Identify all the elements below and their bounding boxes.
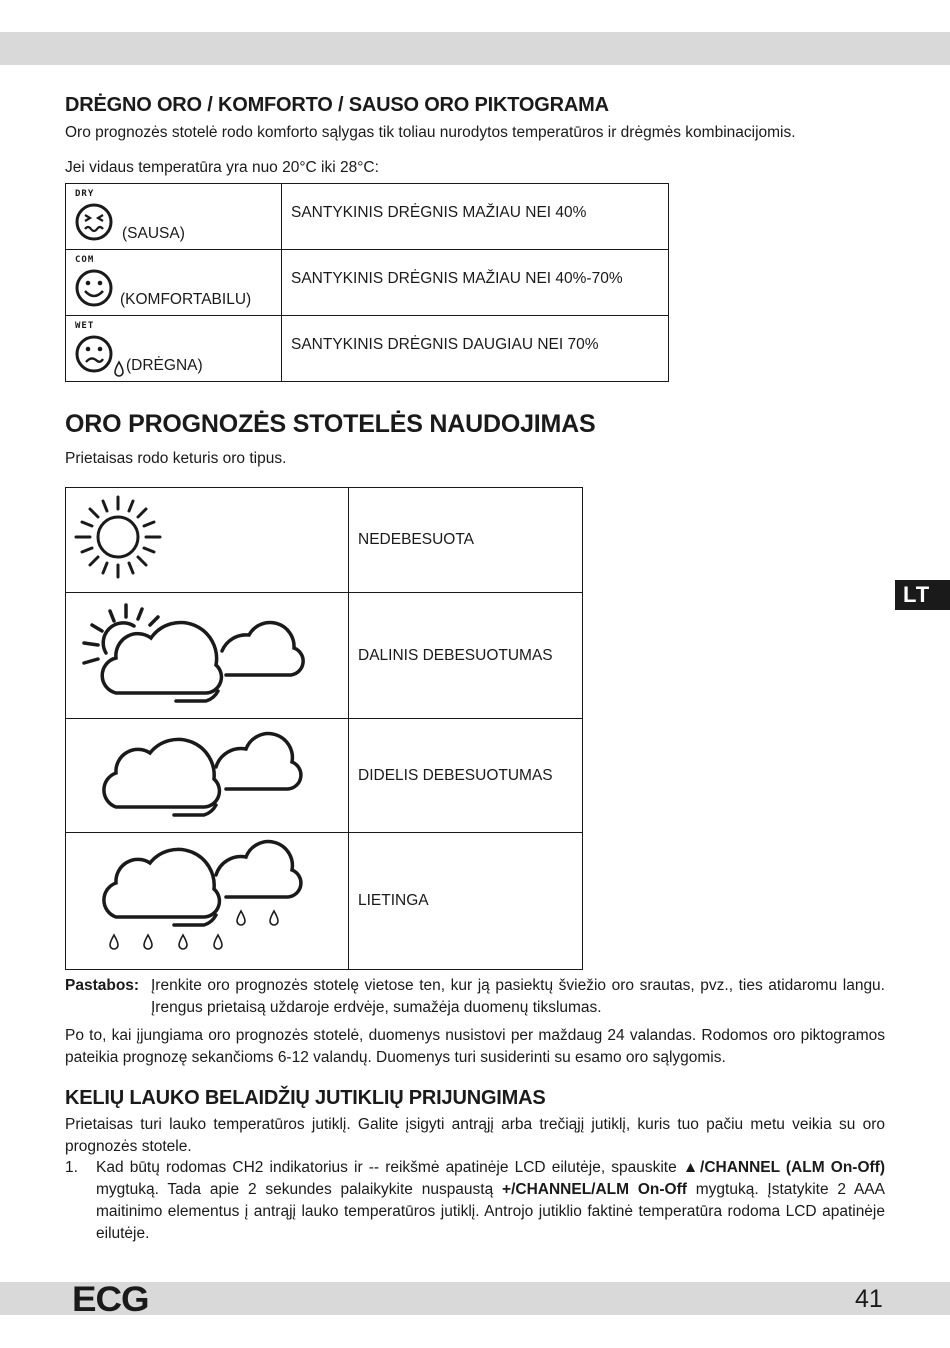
dry-face-icon — [74, 202, 114, 242]
weather-table — [65, 487, 583, 970]
comfort-intro: Oro prognozės stotelė rodo komforto sąlygas tik toliau nurodytos temperatūros ir drėgmės kombinacijomis. — [65, 124, 796, 141]
weather-label: LIETINGA — [349, 833, 583, 970]
list-text: mygtuką. Įstatykite 2 AAA maitinimo elementus į antrąjį lauko temperatūros jutiklį. Antrojo jutiklio faktinė temperatūra rodoma LCD apatinėje eilutėje. — [96, 1181, 885, 1242]
section-title-comfort: DRĖGNO ORO / KOMFORTO / SAUSO ORO PIKTOGRAMA — [65, 94, 609, 116]
weather-icon-cell — [66, 833, 349, 970]
table-row — [66, 316, 669, 382]
com-tag: COM — [75, 255, 95, 265]
notes-text: Įrenkite oro prognozės stotelę vietose ten, kur ją pasiektų šviežio oro srautas, pvz., ties atidaromu langu. Įrengus prietaisą uždaroje erdvėje, sumažėja duomenų tikslumas. — [151, 977, 885, 1016]
sun-icon — [66, 488, 348, 587]
list-text: Kad būtų rodomas CH2 indikatorius ir -- reikšmė apatinėje LCD eilutėje, spauskite — [96, 1159, 683, 1176]
partly-cloudy-icon — [66, 593, 348, 713]
sensors-intro: Prietaisas turi lauko temperatūros jutiklį. Galite įsigyti antrąjį arba trečiąjį jutiklį, kuris tuo pačiu metu veikia su oro prognozės stotele. — [65, 1116, 885, 1155]
section-title-sensors: KELIŲ LAUKO BELAIDŽIŲ JUTIKLIŲ PRIJUNGIMAS — [65, 1087, 546, 1109]
comfort-icon-cell — [66, 316, 282, 382]
notes-label: Pastabos: — [65, 977, 140, 994]
table-row — [66, 719, 583, 833]
forecast-paragraph: Po to, kai įjungiama oro prognozės stotelė, duomenys nusistovi per maždaug 24 valandas. Rodomos oro piktogramos pateikia prognozę sekančioms 6-12 valandų. Duomenys turi susiderinti su esamo oro sąlygomis. — [65, 1027, 885, 1066]
comfort-face-icon — [74, 268, 114, 308]
temp-condition: Jei vidaus temperatūra yra nuo 20°C iki 28°C: — [65, 159, 379, 176]
weather-icon-cell — [66, 488, 349, 593]
list-text: mygtuką. Tada apie 2 sekundes palaikykite nuspaustą — [96, 1181, 503, 1198]
cloudy-icon — [66, 719, 348, 827]
weather-icon-cell — [66, 719, 349, 833]
usage-intro: Prietaisas rodo keturis oro tipus. — [65, 450, 287, 467]
list-item-number: 1. — [65, 1159, 78, 1176]
table-row — [66, 833, 583, 970]
table-row — [66, 593, 583, 719]
comfort-icon-cell — [66, 184, 282, 250]
humidity-description: SANTYKINIS DRĖGNIS MAŽIAU NEI 40%-70% — [282, 250, 669, 316]
brand-logo: ECG — [72, 1280, 149, 1319]
condition-label: (KOMFORTABILU) — [120, 291, 252, 308]
weather-label: NEDEBESUOTA — [349, 488, 583, 593]
weather-label: DALINIS DEBESUOTUMAS — [349, 593, 583, 719]
table-row — [66, 184, 669, 250]
channel-alarm-button-ref: +/CHANNEL/ALM On-Off — [502, 1181, 687, 1198]
list-item — [96, 1157, 885, 1245]
section-title-usage: ORO PROGNOZĖS STOTELĖS NAUDOJIMAS — [65, 410, 596, 438]
weather-label: DIDELIS DEBESUOTUMAS — [349, 719, 583, 833]
wet-face-icon — [74, 334, 130, 378]
page-number: 41 — [855, 1285, 883, 1313]
table-row — [66, 488, 583, 593]
wet-tag: WET — [75, 321, 95, 331]
language-badge: LT — [895, 580, 950, 610]
weather-icon-cell — [66, 593, 349, 719]
humidity-description: SANTYKINIS DRĖGNIS MAŽIAU NEI 40% — [282, 184, 669, 250]
header-bar — [0, 32, 950, 65]
condition-label: (DRĖGNA) — [126, 357, 203, 374]
condition-label: (SAUSA) — [122, 225, 185, 242]
dry-tag: DRY — [75, 189, 95, 199]
channel-button-ref: ▲/CHANNEL (ALM On-Off) — [682, 1159, 886, 1176]
rain-icon — [66, 833, 348, 964]
table-row — [66, 250, 669, 316]
humidity-description: SANTYKINIS DRĖGNIS DAUGIAU NEI 70% — [282, 316, 669, 382]
comfort-icon-cell — [66, 250, 282, 316]
comfort-table — [65, 183, 669, 382]
